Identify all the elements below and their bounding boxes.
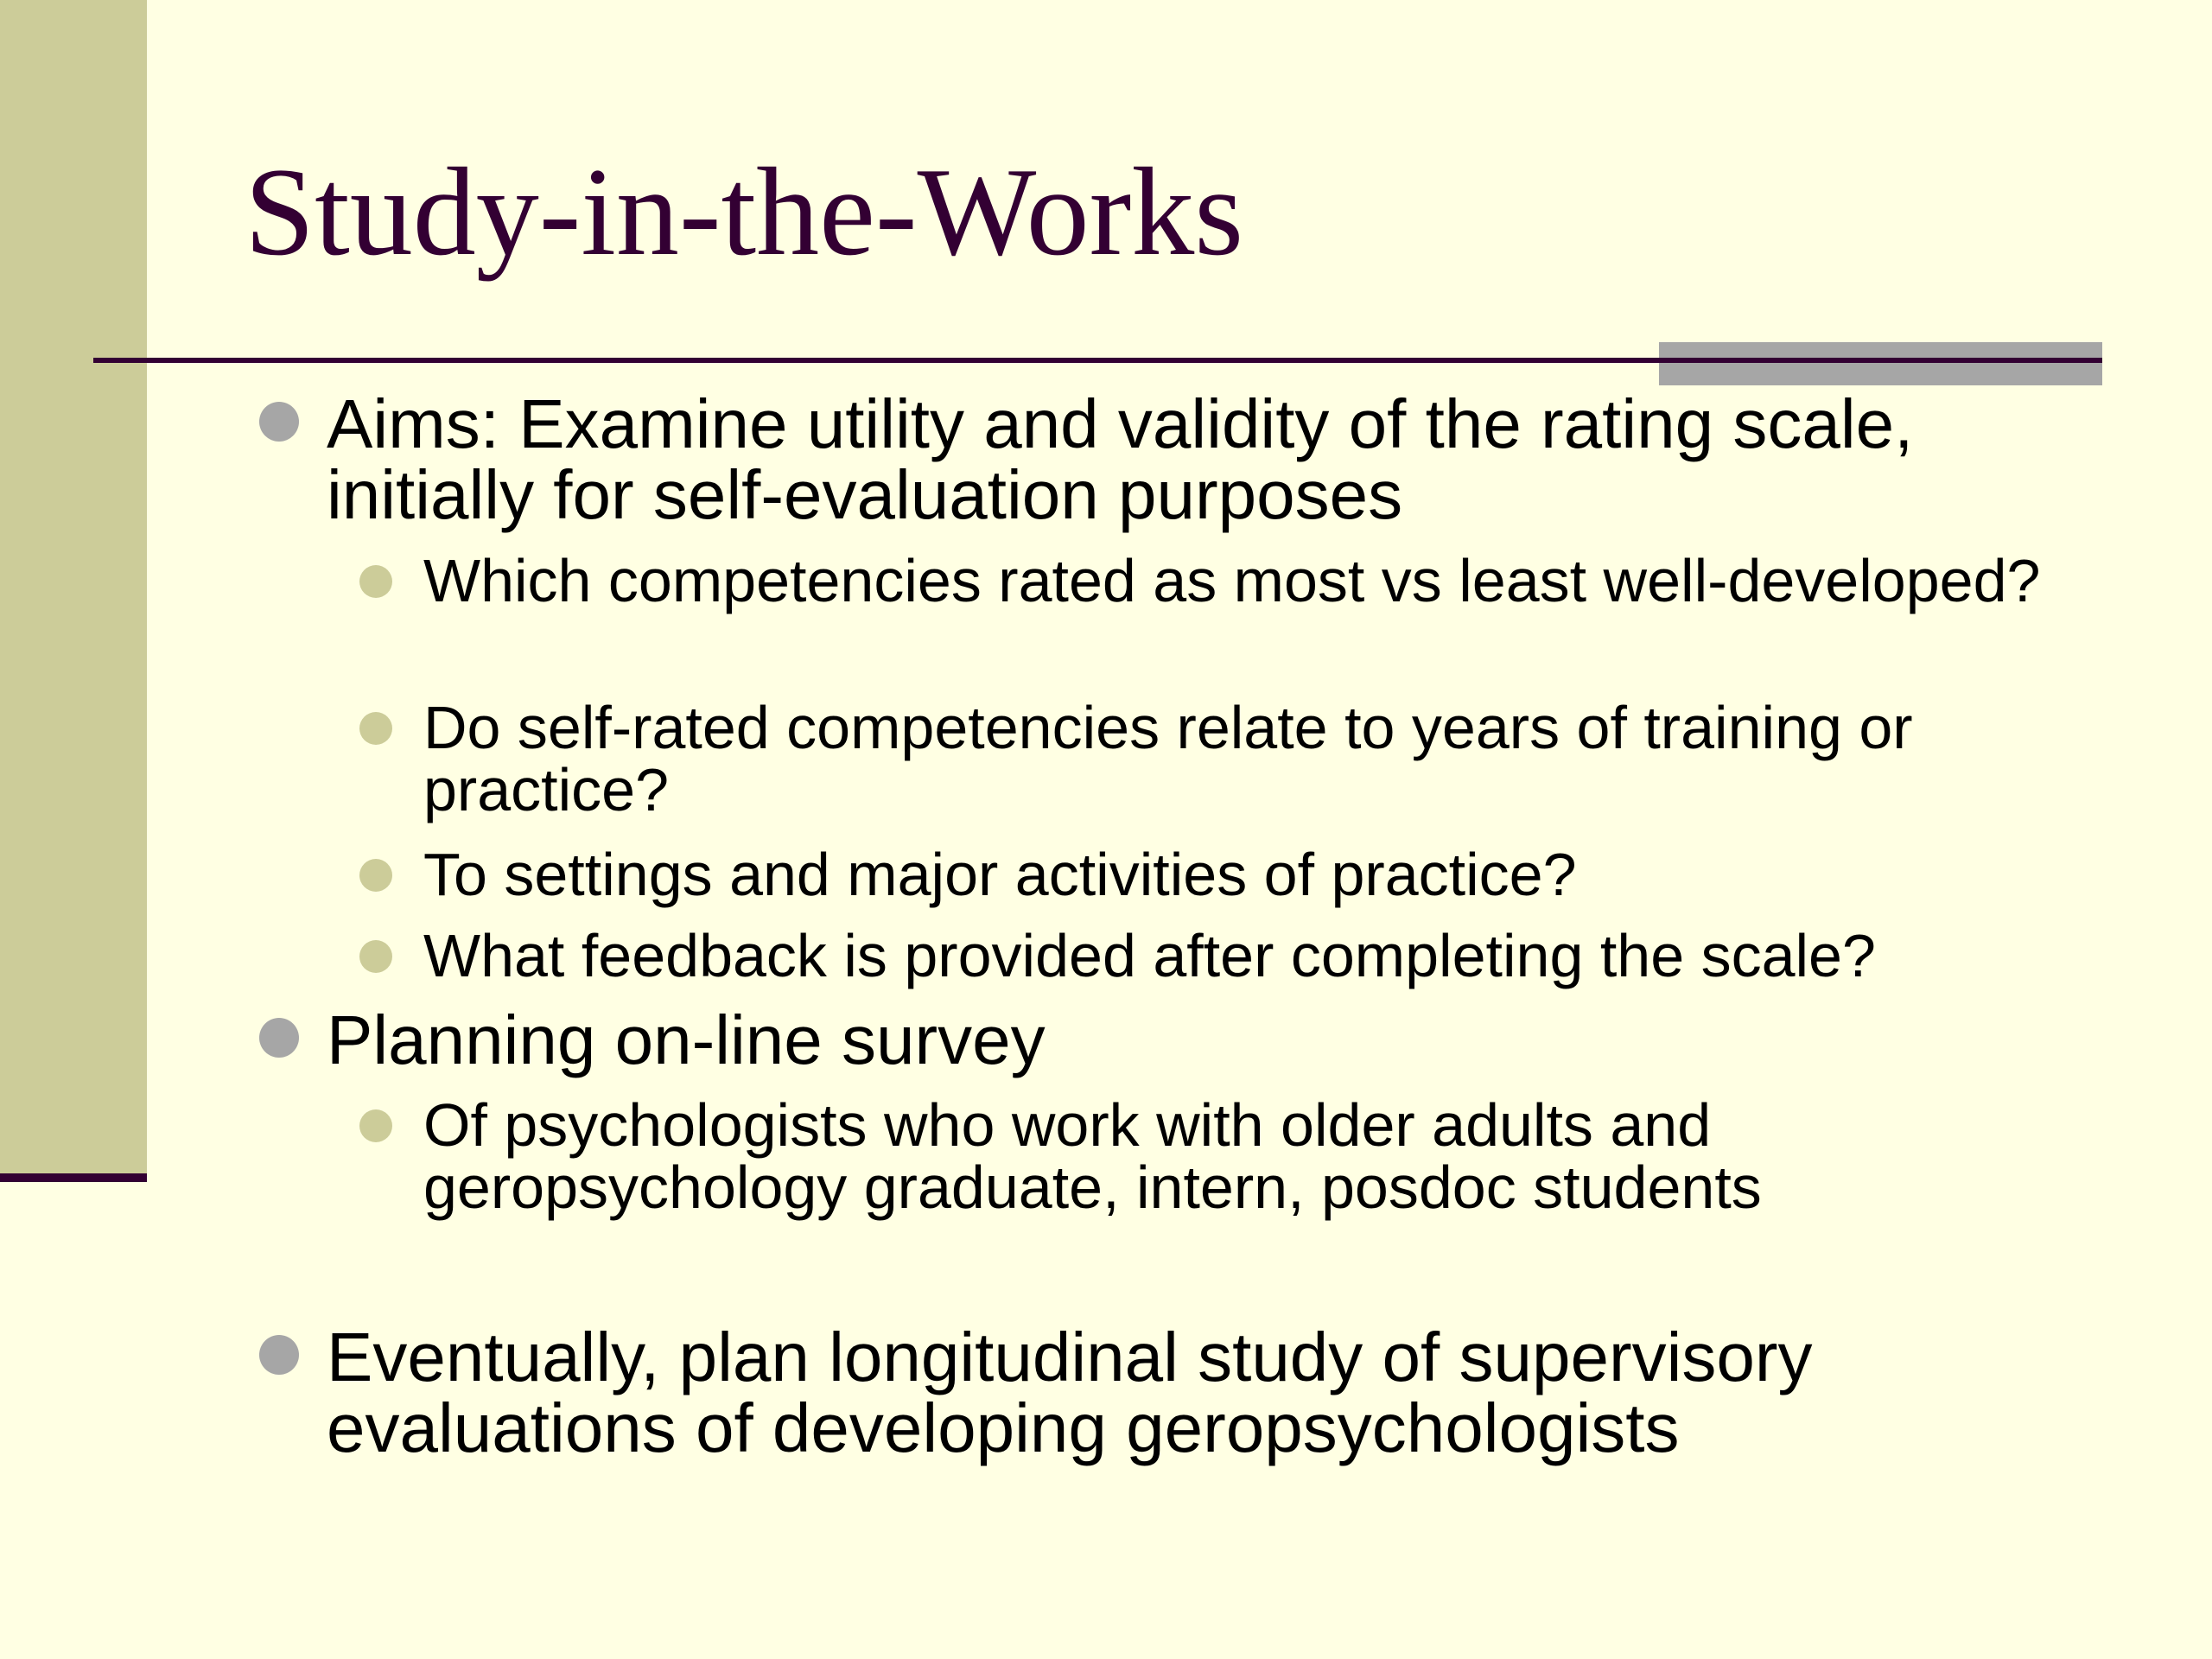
bullet-text: Eventually, plan longitudinal study of supervisory evaluations of developing geropsychologists xyxy=(327,1319,1813,1466)
sub-bullet-item xyxy=(423,696,2117,821)
bullet-item xyxy=(327,1319,2107,1466)
sub-bullet-item xyxy=(423,1091,2117,1221)
sub-bullet-dot-icon xyxy=(359,1109,392,1142)
sub-bullet-item xyxy=(423,843,2117,906)
bullet-text: Aims: Examine utility and validity of the rating scale, initially for self-evaluation purposes xyxy=(327,385,1914,533)
bullet-dot-icon xyxy=(259,1335,299,1375)
bullet-item xyxy=(327,385,2107,533)
slide-title: Study-in-the-Works xyxy=(245,142,1244,282)
sub-bullet-dot-icon xyxy=(359,940,392,973)
sub-bullet-item xyxy=(423,922,2117,989)
bullet-text: Planning on-line survey xyxy=(327,1001,1046,1078)
sub-bullet-text: What feedback is provided after completing the scale? xyxy=(423,922,1876,989)
sub-bullet-item xyxy=(423,547,2117,614)
sub-bullet-text: To settings and major activities of practice? xyxy=(423,841,1577,908)
sub-bullet-dot-icon xyxy=(359,565,392,598)
sub-bullet-dot-icon xyxy=(359,712,392,745)
sub-bullet-dot-icon xyxy=(359,859,392,892)
bullet-dot-icon xyxy=(259,402,299,442)
sub-bullet-text: Of psychologists who work with older adults and geropsychology graduate, intern, posdoc students xyxy=(423,1091,1762,1221)
sub-bullet-text: Do self-rated competencies relate to years of training or practice? xyxy=(423,694,1913,823)
bullet-item xyxy=(327,1001,2107,1078)
bullet-dot-icon xyxy=(259,1018,299,1058)
sub-bullet-text: Which competencies rated as most vs least well-developed? xyxy=(423,547,2041,614)
